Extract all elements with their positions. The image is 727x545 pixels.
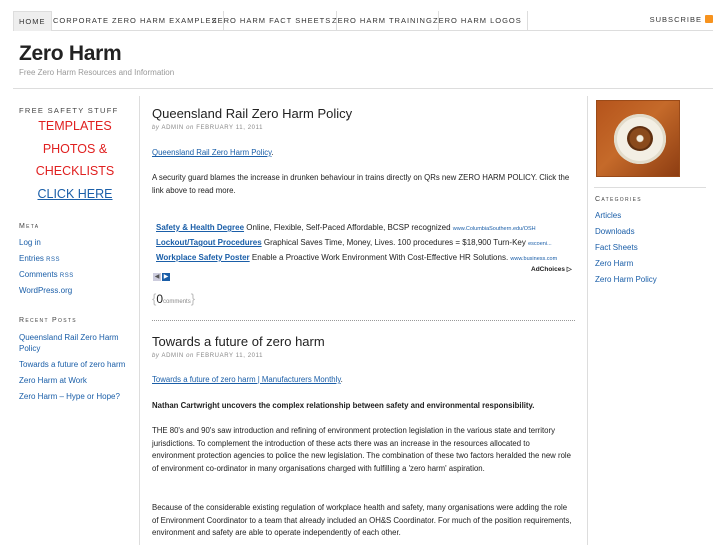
post-meta bbox=[152, 125, 263, 131]
post-date: FEBRUARY 11, 2011 bbox=[196, 125, 264, 131]
comment-count[interactable] bbox=[152, 291, 195, 306]
ad-headline[interactable]: Workplace Safety Poster bbox=[156, 253, 250, 262]
post-paragraph: THE 80's and 90's saw introduction and refining of environment protection legislation in the various state and territory jurisdictions. To complement the introduction of these acts there was an increase in the resources allocated to environment protection agencies to police the new legislation. The combination of these two factors heralded the new role of environment co-ordinator in many organisations charged with fulfilling a 'zero harm' aspiration. bbox=[152, 426, 571, 473]
meta-widget-title: Meta bbox=[19, 223, 40, 230]
category-link[interactable]: Zero Harm bbox=[595, 259, 634, 268]
left-sidebar bbox=[13, 96, 140, 545]
link-period: . bbox=[271, 148, 274, 157]
right-divider bbox=[594, 187, 706, 188]
post-body: A security guard blames the increase in drunken behaviour in trains directly on QRs new ZERO HARM POLICY. Click the link above to read more. bbox=[152, 173, 570, 195]
header-photo bbox=[596, 100, 680, 177]
close-brace-icon: } bbox=[190, 291, 196, 306]
ad-next-icon[interactable]: ▶ bbox=[163, 274, 169, 280]
post-paragraph: Because of the considerable existing regulation of workplace health and safety, many organisations were adding the role of Environment Coordinator to a team that already included an OH&S Coordinator. For much of the position requirements, environment and safety are able to operate independently of each other. bbox=[152, 503, 572, 538]
post-source-link-paragraph bbox=[152, 147, 572, 160]
meta-by: by bbox=[152, 125, 160, 131]
ad-url[interactable]: www.business.com bbox=[510, 256, 558, 262]
entries-rss-label[interactable]: RSS bbox=[46, 257, 60, 263]
post-lead: Nathan Cartwright uncovers the complex relationship between safety and environmental responsibility. bbox=[152, 401, 535, 410]
promo-templates[interactable]: TEMPLATES bbox=[38, 119, 112, 133]
recent-post-link[interactable]: Towards a future of zero harm bbox=[19, 360, 126, 369]
ad-url[interactable]: escoeni... bbox=[528, 241, 552, 247]
ad-url[interactable]: www.ColumbiaSouthern.edu/OSH bbox=[452, 226, 536, 232]
post-meta bbox=[152, 353, 263, 359]
categories-title: Categories bbox=[595, 196, 642, 203]
post-source-link-paragraph bbox=[152, 374, 572, 387]
ad-prev-icon[interactable]: ◀ bbox=[154, 274, 160, 280]
post-date: FEBRUARY 11, 2011 bbox=[196, 353, 264, 359]
nav-tab-home[interactable]: HOME bbox=[13, 11, 52, 31]
category-link[interactable]: Articles bbox=[595, 211, 622, 220]
ad-pager bbox=[153, 265, 171, 283]
meta-on: on bbox=[186, 353, 194, 359]
meta-wordpress-link[interactable]: WordPress.org bbox=[19, 286, 73, 295]
adchoices-label[interactable]: AdChoices bbox=[531, 266, 565, 273]
comments-rss-label[interactable]: RSS bbox=[59, 273, 74, 279]
meta-by: by bbox=[152, 353, 160, 359]
post-source-link[interactable]: Queensland Rail Zero Harm Policy bbox=[152, 148, 272, 157]
promo-checklists[interactable]: CHECKLISTS bbox=[35, 164, 115, 178]
link-period: . bbox=[340, 375, 343, 384]
ad-text: Enable a Proactive Work Environment With Cost-Effective HR Solutions. bbox=[251, 253, 509, 262]
food-image bbox=[627, 126, 653, 151]
subscribe-label[interactable]: SUBSCRIBE bbox=[649, 15, 702, 24]
header-divider bbox=[13, 88, 713, 89]
nav-tab-fact-sheets[interactable]: ZERO HARM FACT SHEETS bbox=[207, 11, 337, 31]
subscribe-link[interactable] bbox=[650, 11, 713, 29]
ad-row[interactable] bbox=[156, 223, 572, 238]
post-author[interactable]: ADMIN bbox=[161, 353, 184, 359]
open-brace-icon: { bbox=[152, 291, 157, 306]
meta-on: on bbox=[186, 125, 194, 131]
meta-entries-rss-link[interactable] bbox=[19, 254, 60, 263]
meta-comments-rss-link[interactable] bbox=[19, 270, 74, 279]
ad-headline[interactable]: Lockout/Tagout Procedures bbox=[156, 238, 262, 247]
post-title[interactable]: Queensland Rail Zero Harm Policy bbox=[152, 106, 353, 121]
category-link[interactable]: Fact Sheets bbox=[595, 243, 638, 252]
promo-photos[interactable]: PHOTOS & bbox=[42, 142, 108, 156]
ad-row[interactable] bbox=[156, 238, 572, 253]
post-title[interactable]: Towards a future of zero harm bbox=[152, 334, 325, 349]
ad-text: Graphical Saves Time, Money, Lives. 100 procedures = $18,900 Turn-Key bbox=[263, 238, 526, 247]
site-description: Free Zero Harm Resources and Information bbox=[19, 68, 175, 77]
entries-label[interactable]: Entries bbox=[19, 254, 44, 263]
category-link[interactable]: Zero Harm Policy bbox=[595, 275, 657, 284]
site-title[interactable]: Zero Harm bbox=[19, 42, 122, 65]
free-safety-title: FREE SAFETY STUFF bbox=[19, 106, 119, 115]
category-link[interactable]: Downloads bbox=[595, 227, 635, 236]
recent-post-link[interactable]: Zero Harm – Hype or Hope? bbox=[19, 392, 120, 401]
promo-click-here[interactable]: CLICK HERE bbox=[37, 187, 113, 201]
post-source-link[interactable]: Towards a future of zero harm | Manufacturers Monthly bbox=[152, 375, 341, 384]
ad-headline[interactable]: Safety & Health Degree bbox=[156, 223, 245, 232]
recent-post-link[interactable]: Queensland Rail Zero Harm Policy bbox=[19, 333, 119, 353]
plate-image bbox=[614, 114, 666, 164]
comment-count-number[interactable]: 0 bbox=[156, 292, 164, 306]
nav-tab-corporate-examples[interactable]: CORPORATE ZERO HARM EXAMPLES bbox=[48, 11, 224, 31]
post-separator bbox=[152, 320, 575, 321]
ad-row[interactable] bbox=[156, 253, 572, 268]
recent-posts-title: Recent Posts bbox=[19, 317, 77, 324]
post-author[interactable]: ADMIN bbox=[161, 125, 184, 131]
recent-post-link[interactable]: Zero Harm at Work bbox=[19, 376, 87, 385]
ad-text: Online, Flexible, Self-Paced Affordable, BCSP recognized bbox=[246, 223, 451, 232]
nav-tab-logos[interactable]: ZERO HARM LOGOS bbox=[428, 11, 528, 31]
comment-count-label[interactable]: comments bbox=[163, 299, 191, 305]
comments-label[interactable]: Comments bbox=[19, 270, 58, 279]
top-navigation bbox=[13, 11, 713, 31]
adchoices-link[interactable] bbox=[531, 265, 572, 273]
adchoices-icon[interactable]: ▷ bbox=[566, 266, 572, 273]
rss-icon[interactable] bbox=[705, 15, 713, 23]
meta-login-link[interactable]: Log in bbox=[19, 238, 41, 247]
nav-tab-training[interactable]: ZERO HARM TRAINING bbox=[327, 11, 439, 31]
ad-block bbox=[156, 223, 572, 268]
